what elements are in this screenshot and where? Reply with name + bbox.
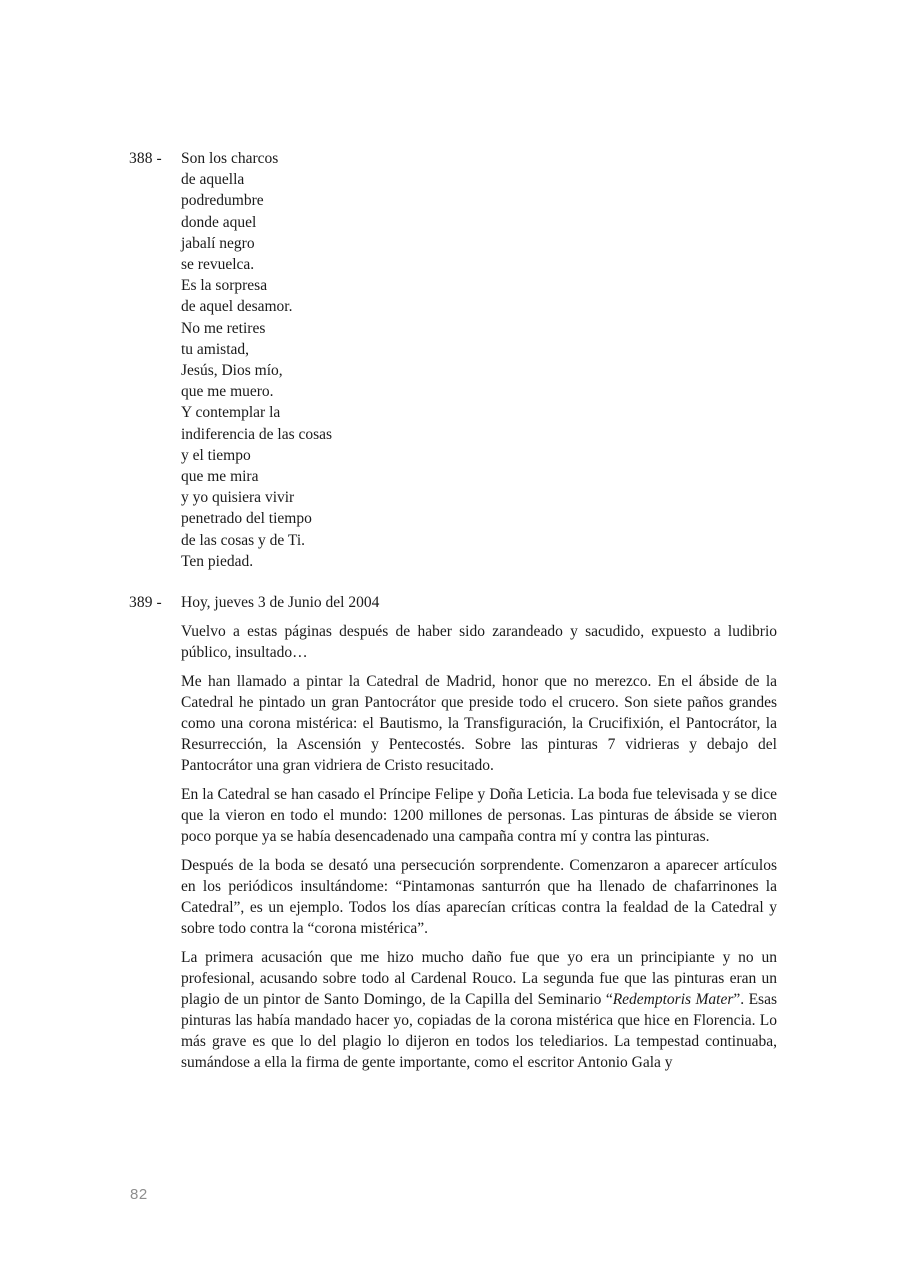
entry-date-heading: Hoy, jueves 3 de Junio del 2004 [181,594,380,612]
paragraph: Me han llamado a pintar la Catedral de Madrid, honor que no merezco. En el ábside de la Catedral he pintado un gran Pantocrátor que preside todo el crucero. Son siete paños grandes como una corona mistérica: el Bautismo, la Transfiguración, la Crucifixión, el Pantocrátor, la Resurrección, la Ascensión y Pentecostés. Sobre las pinturas 7 vidrieras y debajo del Pantocrátor una gran vidriera de Cristo resucitado. [181,673,777,775]
poem-line: Es la sorpresa [181,277,268,295]
entry-388 [129,148,777,572]
paragraph-text-after: ”. Esas pinturas las había mandado hacer yo, copiadas de la corona mistérica que hice en Florencia. Lo más grave es que lo del plagio lo dijeron en todos los telediarios. La tempestad continuaba, sumándose a ella la firma de gente importante, como el escritor Antonio Gala y [181,991,777,1072]
poem-line: tu amistad, [181,340,250,358]
poem-line: de las cosas y de Ti. [181,531,305,549]
paragraph: Vuelvo a estas páginas después de haber sido zarandeado y sacudido, expuesto a ludibrio público, insultado… [181,623,777,662]
entry-body [181,592,777,1073]
poem-line: donde aquel [181,213,257,231]
poem-line: Son los charcos [181,150,279,167]
poem-line: Ten piedad. [181,552,254,570]
poem-line: de aquella [181,171,245,189]
work-title-italic: Redemptoris Mater [612,991,734,1009]
entry-number: 388 - [129,150,162,167]
poem-388 [181,148,777,572]
poem-line: podredumbre [181,192,264,210]
page-content [129,148,777,1073]
poem-line: se revuelca. [181,256,255,274]
entry-body [181,148,777,572]
poem-line: y el tiempo [181,446,251,464]
page-number: 82 [130,1186,148,1203]
paragraph: Después de la boda se desató una persecución sorprendente. Comenzaron a aparecer artículos en los periódicos insultándome: “Pintamonas santurrón que ha llenado de chafarrinones la Catedral”, es un ejemplo. Todos los días aparecían críticas contra la fealdad de la Catedral y sobre todo contra la “corona mistérica”. [181,857,777,938]
poem-line: Jesús, Dios mío, [181,362,283,380]
poem-line: de aquel desamor. [181,298,293,316]
paragraph-text-before: La primera acusación que me hizo mucho daño fue que yo era un principiante y no un profesional, acusando sobre todo al Cardenal Rouco. La segunda fue que las pinturas eran un plagio de un pintor de Santo Domingo, de la Capilla del Seminario “ [181,949,777,1009]
paragraph-with-title [181,947,777,1073]
poem-line: No me retires [181,319,266,337]
poem-line: y yo quisiera vivir [181,489,295,507]
poem-line: Y contemplar la [181,404,281,422]
poem-line: que me mira [181,468,259,486]
poem-line: que me muero. [181,383,274,401]
poem-line: penetrado del tiempo [181,510,312,528]
poem-line: jabalí negro [181,234,255,252]
entry-389 [129,592,777,1073]
paragraph: En la Catedral se han casado el Príncipe Felipe y Doña Leticia. La boda fue televisada y se dice que la vieron en todo el mundo: 1200 millones de personas. Las pinturas de ábside se vieron poco porque ya se había desencadenado una campaña contra mí y contra las pinturas. [181,786,777,846]
poem-line: indiferencia de las cosas [181,425,333,443]
entry-number: 389 - [129,594,162,612]
